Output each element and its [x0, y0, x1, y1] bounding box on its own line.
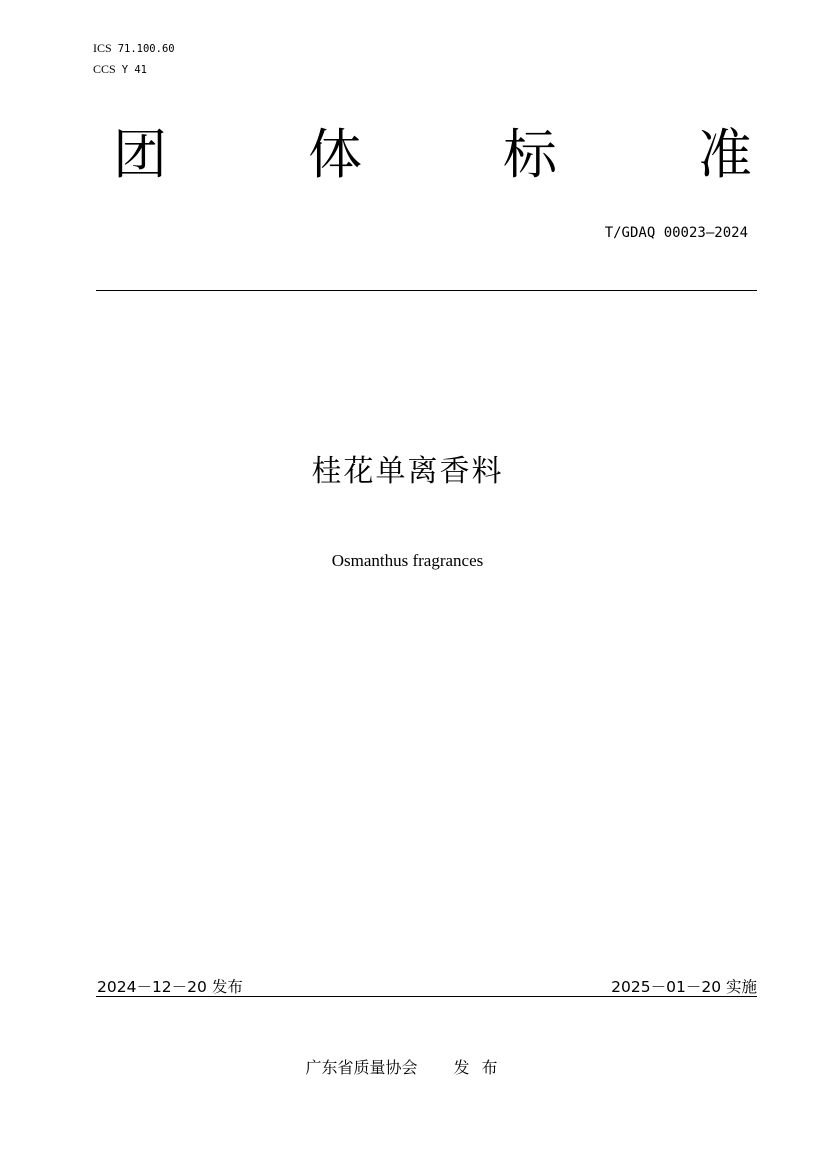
ccs-value: Y 41	[121, 64, 147, 76]
publisher-name: 广东省质量协会	[305, 1058, 418, 1077]
footer-divider	[96, 996, 757, 997]
standard-number: T/GDAQ 00023—2024	[604, 225, 748, 241]
ics-value: 71.100.60	[117, 43, 175, 55]
chinese-title: 桂花单离香料	[311, 454, 504, 489]
english-title: Osmanthus fragrances	[331, 551, 484, 570]
publish-date: 2024－12－20 发布	[97, 978, 243, 996]
doc-type-char-3: 标	[503, 123, 557, 186]
doc-type-char-4: 准	[698, 123, 752, 186]
ics-code	[93, 41, 175, 56]
doc-type-char-1: 团	[113, 123, 167, 186]
implement-date: 2025－01－20 实施	[611, 978, 757, 996]
ccs-code	[93, 62, 147, 77]
header-divider	[96, 290, 757, 291]
publisher-action: 发布	[453, 1058, 510, 1077]
ics-label: ICS	[93, 41, 112, 55]
doc-type-char-2: 体	[308, 123, 362, 186]
publisher-line	[0, 1055, 815, 1078]
ccs-label: CCS	[93, 62, 116, 76]
